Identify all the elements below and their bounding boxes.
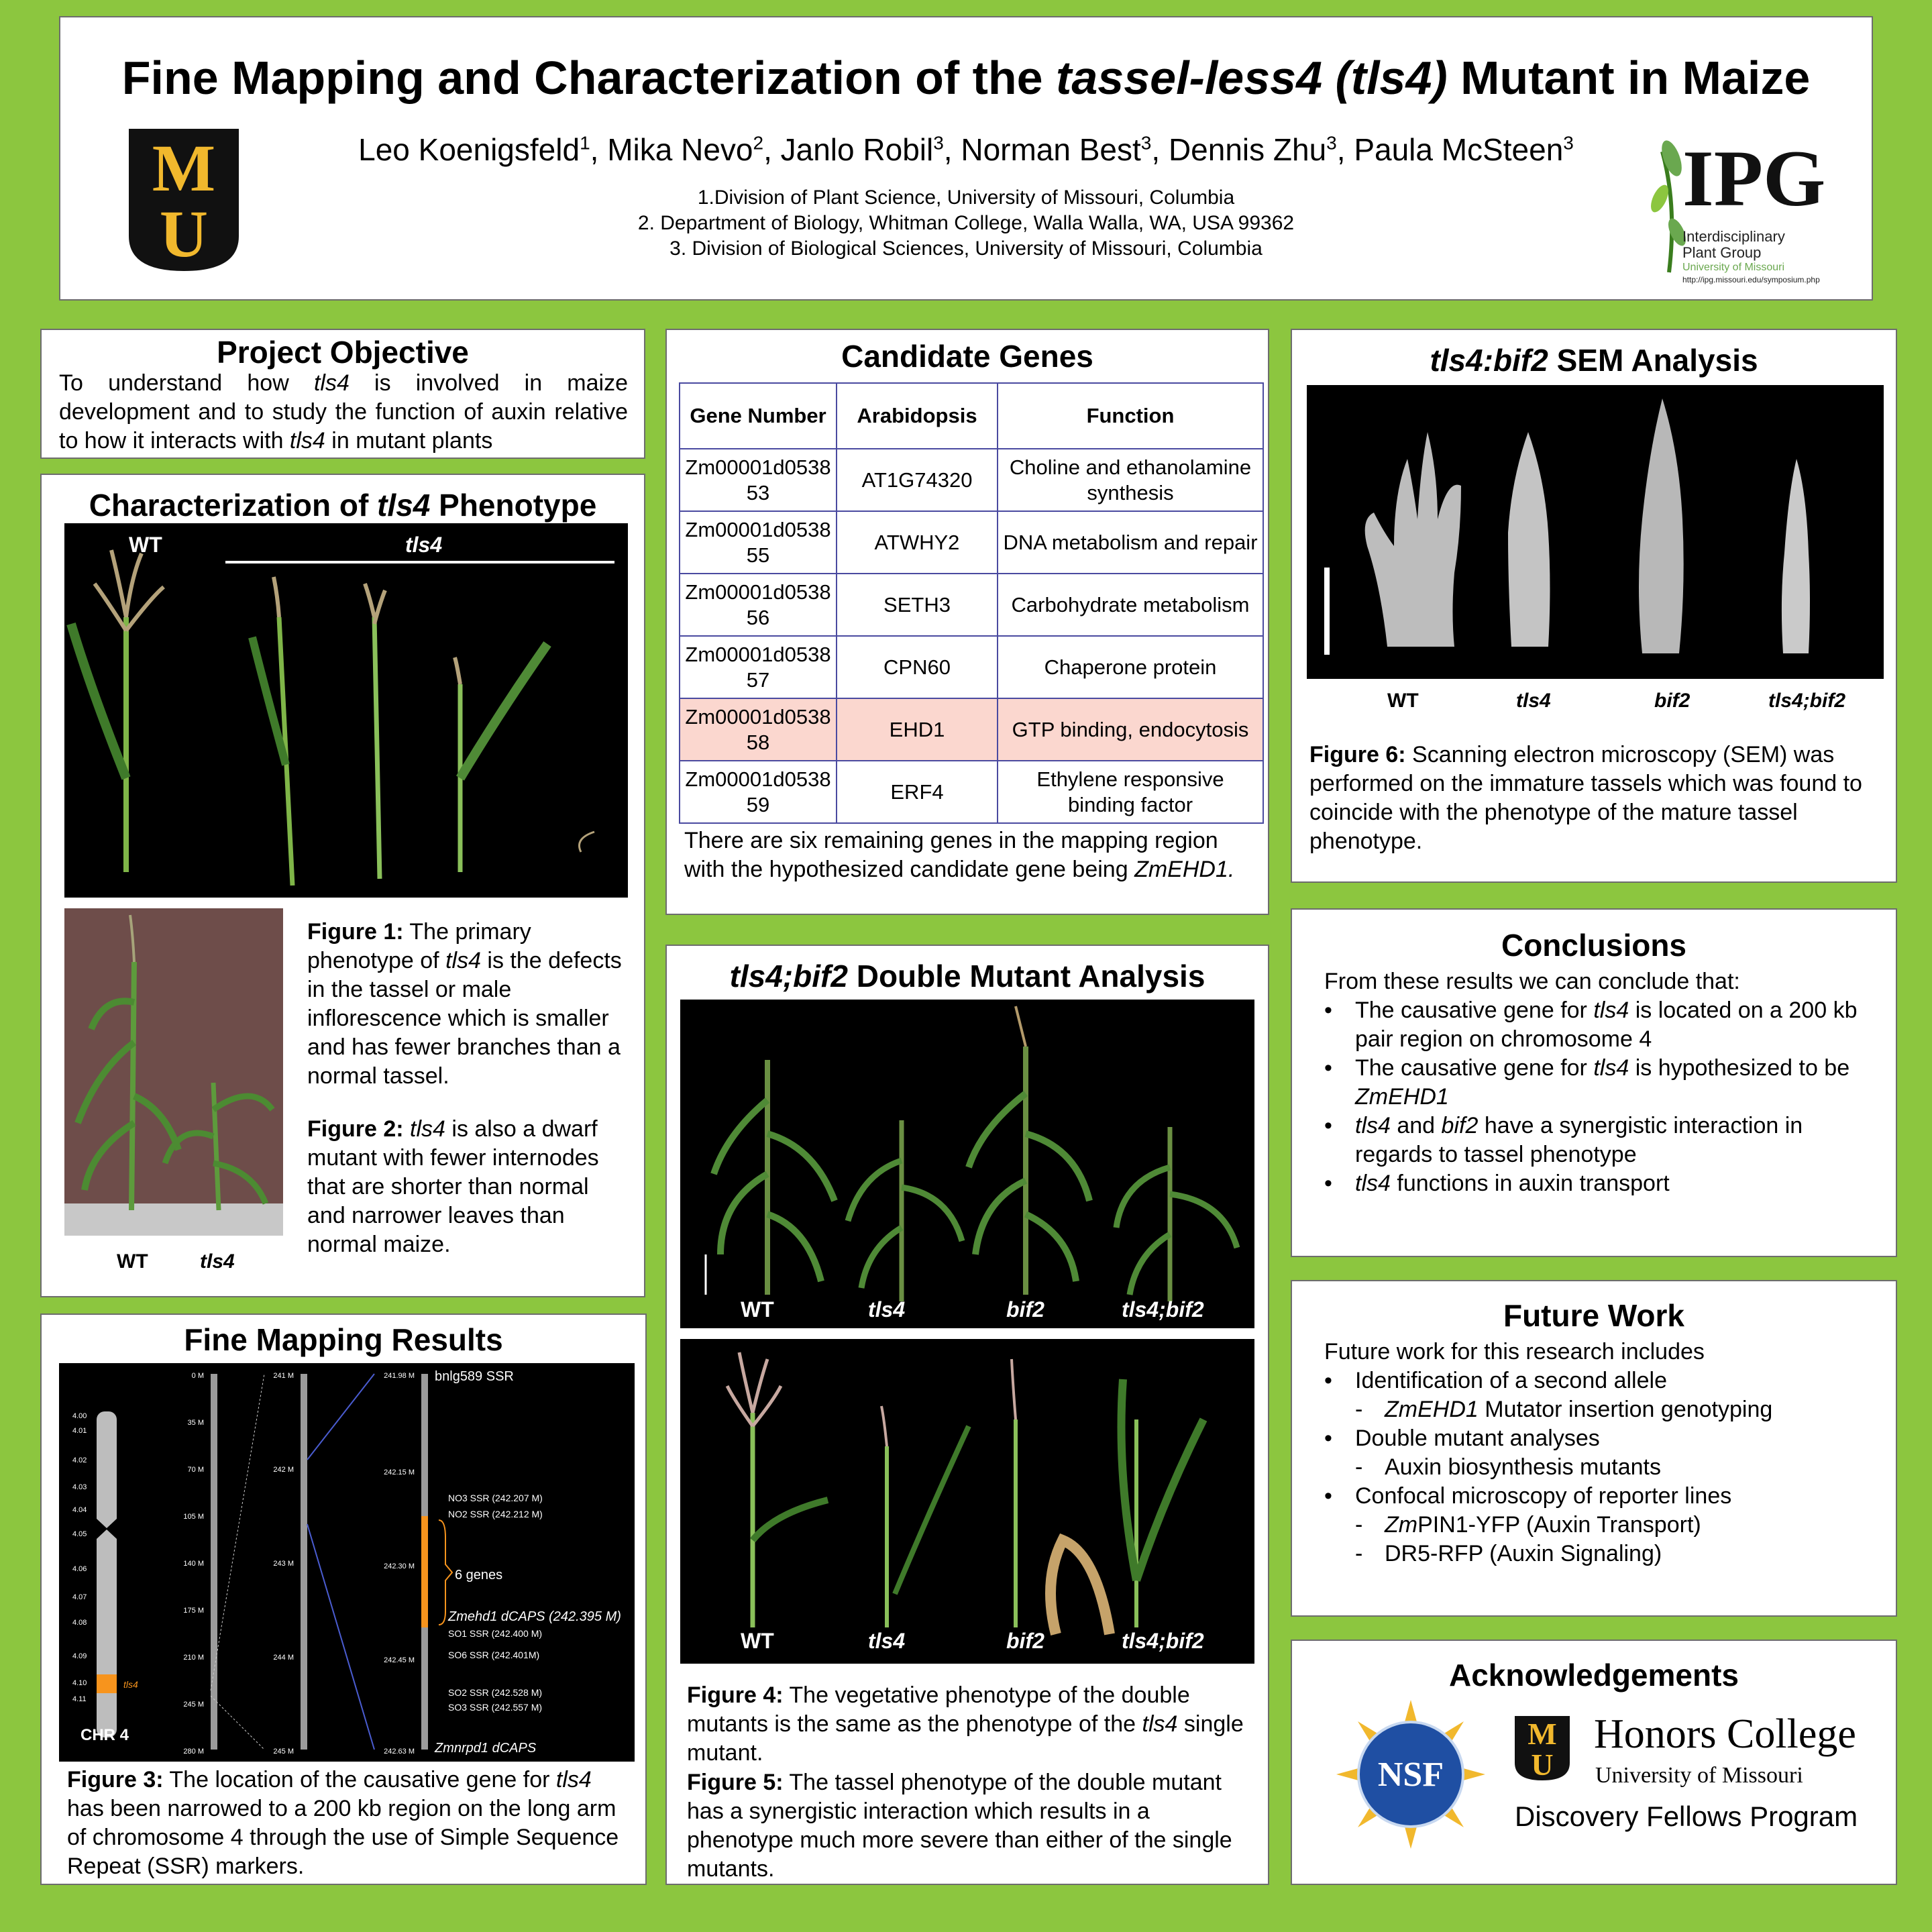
sem-panel [1291, 329, 1897, 883]
photo2-label-tls4: tls4 [200, 1250, 235, 1273]
axis1-label: 0 M [191, 1372, 204, 1380]
mizzou-logo-u: U [159, 197, 209, 271]
acknowledgements-title: Acknowledgements [1449, 1658, 1739, 1693]
authors [60, 131, 1872, 168]
honors-college: Honors College [1594, 1711, 1856, 1757]
table-header-row [680, 383, 1263, 449]
bin-label: 4.10 [72, 1679, 87, 1687]
affiliations: 1.Division of Plant Science, University of Missouri, Columbia 2. Department of Biology, Whitman College, Walla Walla, WA, USA 99362 3. Division of Biological Sciences, University of Missouri, Columbia [637, 186, 1295, 260]
axis3-label: 242.15 M [384, 1468, 415, 1477]
axis1-label: 175 M [183, 1607, 204, 1615]
fine-mapping-panel [40, 1313, 647, 1885]
highlight-tls4-label: tls4 [123, 1679, 138, 1690]
marker-genes: 6 genes [455, 1568, 503, 1582]
fine-mapping-title: Fine Mapping Results [184, 1322, 503, 1357]
ipg-line2: Plant Group [1682, 244, 1762, 261]
ipg-line1: Interdisciplinary [1682, 228, 1785, 245]
table-row: Zm00001d053853 AT1G74320 Choline and ethanolamine synthesis [680, 449, 1263, 511]
veg-label-wt: WT [741, 1297, 774, 1322]
col-gene-number: Gene Number [680, 383, 837, 449]
figure1-caption: Figure 1: The primary phenotype of tls4 is the defects in the tassel or male inflorescence which is smaller and has fewer branches than a normal tassel. [307, 919, 622, 1089]
future-subitem: - ZmEHD1 Mutator insertion genotyping [1355, 1395, 1881, 1424]
candidate-genes-table [679, 382, 1264, 824]
axis2-label: 243 M [273, 1560, 294, 1568]
veg-label-tls4: tls4 [868, 1297, 906, 1322]
sem-label-double: tls4;bif2 [1768, 690, 1846, 712]
ipg-logo-text: IPG [1682, 133, 1826, 223]
marker-so6: SO6 SSR (242.401M) [448, 1650, 540, 1660]
col-function: Function [998, 383, 1263, 449]
future-work-title: Future Work [1503, 1298, 1685, 1333]
candidate-genes-title: Candidate Genes [841, 339, 1093, 374]
objective-title: Project Objective [217, 335, 469, 370]
mizzou-logo-m: M [152, 131, 216, 205]
conclusions-body: From these results we can conclude that: • The causative gene for tls4 is located on a 200 kb pair region on chromosome 4 • The causative gene for tls4 is hypothesized to be ZmEHD1 • tls4 and bif2 have a synergistic interaction in regards to tassel phenotype • tls4 functions in auxin transport [1324, 967, 1881, 1198]
sem-label-bif2: bif2 [1654, 690, 1690, 712]
photo1-label-wt: WT [129, 533, 162, 557]
tassel-label-double: tls4;bif2 [1122, 1629, 1204, 1653]
discovery-fellows: Discovery Fellows Program [1515, 1801, 1858, 1832]
marker-no2: NO2 SSR (242.212 M) [448, 1509, 543, 1519]
tassel-label-tls4: tls4 [868, 1629, 906, 1653]
vegetative-photo [680, 1000, 1254, 1328]
axis1-label: 140 M [183, 1560, 204, 1568]
nsf-logo-text: NSF [1377, 1756, 1444, 1794]
table-row: Zm00001d053856 SETH3 Carbohydrate metabolism [680, 574, 1263, 636]
header-panel [59, 16, 1873, 301]
axis2-label: 241 M [273, 1372, 294, 1380]
future-subitem: - DR5-RFP (Auxin Signaling) [1355, 1540, 1881, 1568]
future-item: • Identification of a second allele [1355, 1366, 1881, 1395]
double-mutant-title: tls4;bif2 Double Mutant Analysis [729, 959, 1205, 994]
tassel-label-bif2: bif2 [1006, 1629, 1044, 1653]
dwarf-photo [64, 908, 283, 1236]
future-subitem: - Auxin biosynthesis mutants [1355, 1453, 1881, 1482]
future-subitem: - ZmPIN1-YFP (Auxin Transport) [1355, 1511, 1881, 1540]
honors-logo-u: U [1531, 1748, 1554, 1780]
double-mutant-panel [665, 945, 1269, 1885]
future-work-body: Future work for this research includes • Identification of a second allele - ZmEHD1 Mutator insertion genotyping • Double mutant analyses - Auxin biosynthesis mutants • Confocal microscopy of reporter lines - ZmPIN1-YFP (Auxin Transport) - DR5-RFP (Auxin Signaling) [1324, 1338, 1881, 1568]
sem-label-tls4: tls4 [1516, 690, 1551, 712]
axis3-label: 242.30 M [384, 1562, 415, 1570]
marker-top: bnlg589 SSR [435, 1369, 514, 1384]
axis3-label: 242.63 M [384, 1748, 415, 1756]
author: Paula McSteen$^3$ [1354, 132, 1574, 167]
objective-text: To understand how tls4 is involved in maize development and to study the function of auxin relative to how it interacts with tls4 in mutant plants [59, 370, 628, 453]
characterization-title: Characterization of tls4 Phenotype [89, 488, 597, 523]
table-row: Zm00001d053855 ATWHY2 DNA metabolism and repair [680, 511, 1263, 574]
marker-so3: SO3 SSR (242.557 M) [448, 1702, 543, 1713]
axis2-label: 242 M [273, 1466, 294, 1474]
sem-photo [1307, 385, 1884, 679]
tassel-label-wt: WT [741, 1629, 774, 1653]
axis2-label: 245 M [273, 1748, 294, 1756]
conclusion-item: • tls4 functions in auxin transport [1355, 1169, 1881, 1198]
nsf-logo [1336, 1700, 1485, 1849]
figure4-caption: Figure 4: The vegetative phenotype of the double mutants is the same as the phenotype of the tls4 single mutant. [687, 1682, 1244, 1766]
photo2-label-wt: WT [117, 1250, 148, 1273]
figure3-caption: Figure 3: The location of the causative gene for tls4 has been narrowed to a 200 kb region on the long arm of chromosome 4 through the use of Simple Sequence Repeat (SSR) markers. [67, 1767, 619, 1879]
figure6-caption: Figure 6: Scanning electron microscopy (SEM) was performed on the immature tassels which was found to coincide with the phenotype of the mature tassel phenotype. [1309, 742, 1862, 854]
table-row: Zm00001d053859 ERF4 Ethylene responsive binding factor [680, 761, 1263, 823]
veg-label-bif2: bif2 [1006, 1297, 1044, 1322]
tassel-comparison-photo [680, 1339, 1254, 1664]
poster-title: Fine Mapping and Characterization of the tassel-less4 (tls4) Mutant in Maize [121, 52, 1811, 104]
bin-label: 4.08 [72, 1619, 87, 1627]
bin-label: 4.04 [72, 1506, 87, 1514]
bin-label: 4.00 [72, 1412, 87, 1420]
acknowledgements-panel [1291, 1640, 1897, 1885]
bin-label: 4.02 [72, 1456, 87, 1464]
author: Mika Nevo$^2$, [607, 132, 781, 167]
objective-panel [40, 329, 645, 459]
bin-label: 4.06 [72, 1565, 87, 1573]
marker-no3: NO3 SSR (242.207 M) [448, 1493, 543, 1503]
tassel-photo [64, 523, 628, 898]
photo1-label-tls4: tls4 [405, 533, 443, 557]
honors-logo-m: M [1527, 1717, 1557, 1751]
author: Dennis Zhu$^3$, [1168, 132, 1354, 167]
axis1-label: 245 M [183, 1701, 204, 1709]
col-arabidopsis: Arabidopsis [837, 383, 998, 449]
marker-so2: SO2 SSR (242.528 M) [448, 1687, 543, 1698]
axis1-label: 70 M [187, 1466, 204, 1474]
mapping-diagram [59, 1363, 635, 1762]
future-work-panel [1291, 1280, 1897, 1617]
axis2-label: 244 M [273, 1654, 294, 1662]
conclusion-item: • tls4 and bif2 have a synergistic interaction in regards to tassel phenotype [1355, 1112, 1881, 1169]
future-item: • Confocal microscopy of reporter lines [1355, 1482, 1881, 1511]
bin-label: 4.09 [72, 1652, 87, 1660]
table-row: Zm00001d053857 CPN60 Chaperone protein [680, 636, 1263, 698]
marker-bottom: Zmnrpd1 dCAPS [435, 1741, 537, 1756]
future-item: • Double mutant analyses [1355, 1424, 1881, 1453]
ipg-url: http://ipg.missouri.edu/symposium.php [1682, 275, 1820, 284]
author: Norman Best$^3$, [961, 132, 1169, 167]
axis1-label: 105 M [183, 1513, 204, 1521]
conclusions-panel [1291, 908, 1897, 1257]
author: Leo Koenigsfeld$^1$, [358, 132, 608, 167]
mizzou-logo [129, 129, 239, 271]
bin-label: 4.03 [72, 1483, 87, 1491]
conclusion-item: • The causative gene for tls4 is located on a 200 kb pair region on chromosome 4 [1355, 996, 1881, 1054]
bin-label: 4.11 [72, 1695, 87, 1703]
chr-label: CHR 4 [80, 1726, 129, 1744]
axis1-label: 35 M [187, 1419, 204, 1427]
ipg-line3: University of Missouri [1682, 262, 1785, 273]
marker-so1: SO1 SSR (242.400 M) [448, 1628, 543, 1639]
author: Janlo Robil$^3$, [780, 132, 961, 167]
axis1-label: 280 M [183, 1748, 204, 1756]
axis3-label: 242.45 M [384, 1656, 415, 1664]
figure2-caption: Figure 2: tls4 is also a dwarf mutant with fewer internodes that are shorter than normal and narrower leaves than normal maize. [307, 1116, 599, 1257]
candidate-genes-note: There are six remaining genes in the mapping region with the hypothesized candidate gene being ZmEHD1. [684, 828, 1235, 882]
table-row-highlighted: Zm00001d053858 EHD1 GTP binding, endocytosis [680, 698, 1263, 761]
sem-label-wt: WT [1387, 690, 1419, 712]
candidate-genes-panel [665, 329, 1269, 915]
veg-label-double: tls4;bif2 [1122, 1297, 1204, 1322]
conclusion-item: • The causative gene for tls4 is hypothesized to be ZmEHD1 [1355, 1054, 1881, 1112]
honors-university: University of Missouri [1595, 1763, 1803, 1788]
axis3-label: 241.98 M [384, 1372, 415, 1380]
figure5-caption: Figure 5: The tassel phenotype of the double mutant has a synergistic interaction which results in a phenotype much more severe than either of the single mutants. [687, 1770, 1232, 1882]
characterization-panel [40, 474, 645, 1297]
bin-label: 4.01 [72, 1427, 87, 1435]
honors-mizzou-logo [1515, 1716, 1570, 1780]
sem-title: tls4:bif2 SEM Analysis [1430, 343, 1758, 378]
ipg-logo [1650, 131, 1845, 292]
marker-ehd: Zmehd1 dCAPS (242.395 M) [448, 1609, 621, 1624]
bin-label: 4.07 [72, 1593, 87, 1601]
conclusions-title: Conclusions [1501, 928, 1687, 963]
bin-label: 4.05 [72, 1530, 87, 1538]
axis1-label: 210 M [183, 1654, 204, 1662]
